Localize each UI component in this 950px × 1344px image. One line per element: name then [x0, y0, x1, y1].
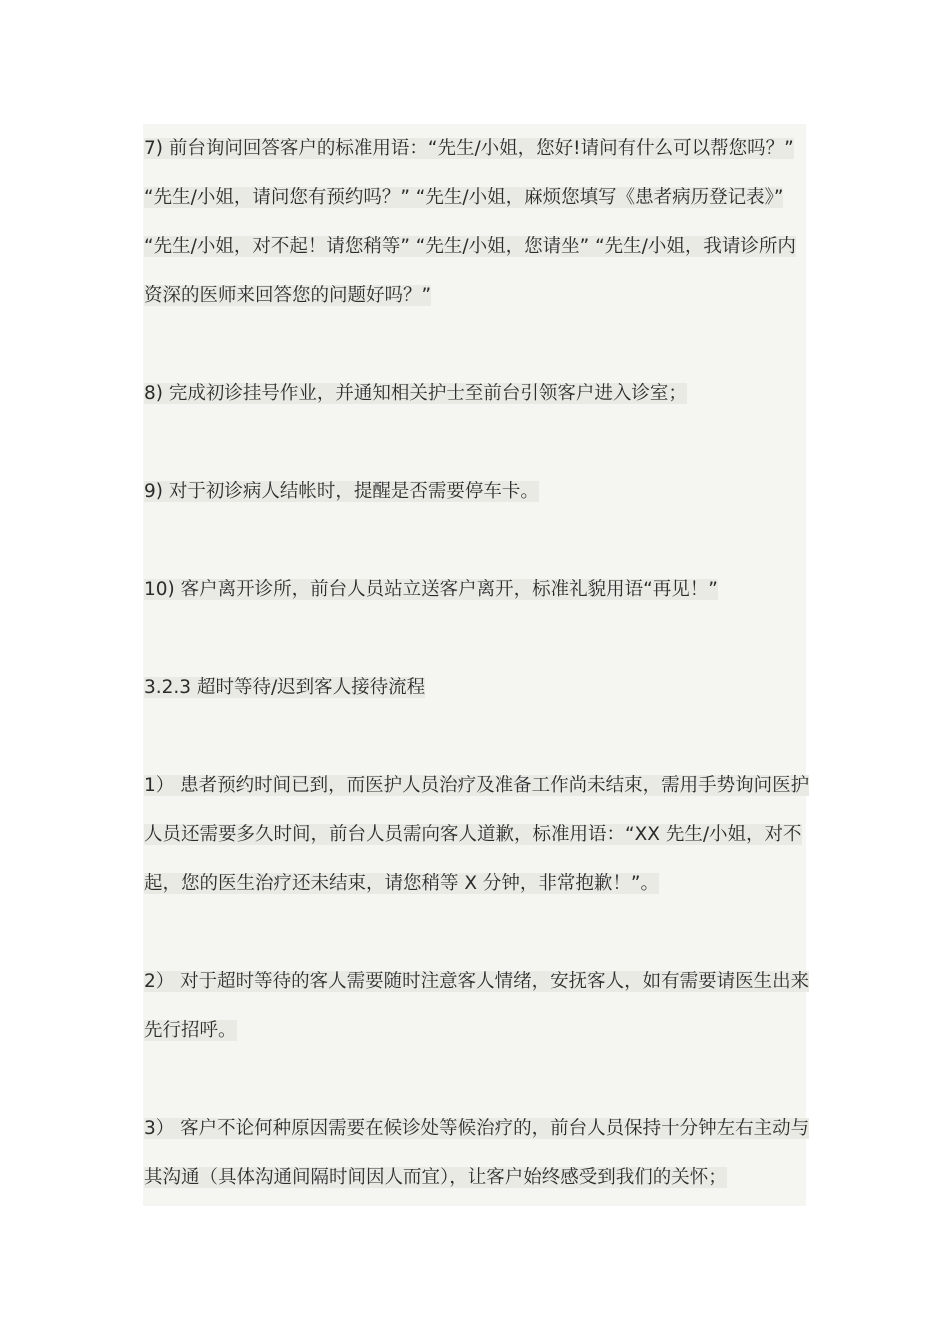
paragraph-9: [144, 467, 810, 516]
paragraph-text: 3） 客户不论何种原因需要在候诊处等候治疗的，前台人员保持十分钟左右主动与其沟通（具体沟通间隔时间因人而宜），让客户始终感受到我们的关怀；: [144, 1118, 810, 1188]
section-heading: [144, 663, 810, 712]
paragraph-text: 2） 对于超时等待的客人需要随时注意客人情绪，安抚客人，如有需要请医生出来先行招呼。: [144, 971, 810, 1041]
paragraph-step-1: [144, 761, 810, 908]
paragraph-text: 1） 患者预约时间已到，而医护人员治疗及准备工作尚未结束，需用手势询问医护人员还需要多久时间，前台人员需向客人道歉，标准用语：“XX 先生/小姐，对不起，您的医生治疗还未结束，请您稍等 X 分钟，非常抱歉！”。: [144, 775, 810, 894]
paragraph-step-3: [144, 1104, 810, 1202]
paragraph-text: 8) 完成初诊挂号作业，并通知相关护士至前台引领客户进入诊室；: [144, 383, 687, 404]
paragraph-10: [144, 565, 810, 614]
paragraph-text: 10) 客户离开诊所，前台人员站立送客户离开，标准礼貌用语“再见！”: [144, 579, 718, 600]
paragraph-7: [144, 124, 810, 320]
paragraph-step-2: [144, 957, 810, 1055]
heading-text: 3.2.3 超时等待/迟到客人接待流程: [144, 677, 426, 698]
paragraph-text: 7) 前台询问回答客户的标准用语：“先生/小姐，您好!请问有什么可以帮您吗？” “先生/小姐，请问您有预约吗？” “先生/小姐，麻烦您填写《患者病历登记表》” “先生/小姐，对不起！请您稍等” “先生/小姐，您请坐” “先生/小姐，我请诊所内资深的医师来回答您的问题好吗？”: [144, 138, 796, 306]
paragraph-text: 9) 对于初诊病人结帐时，提醒是否需要停车卡。: [144, 481, 539, 502]
document-body: [144, 124, 810, 1202]
paragraph-8: [144, 369, 810, 418]
